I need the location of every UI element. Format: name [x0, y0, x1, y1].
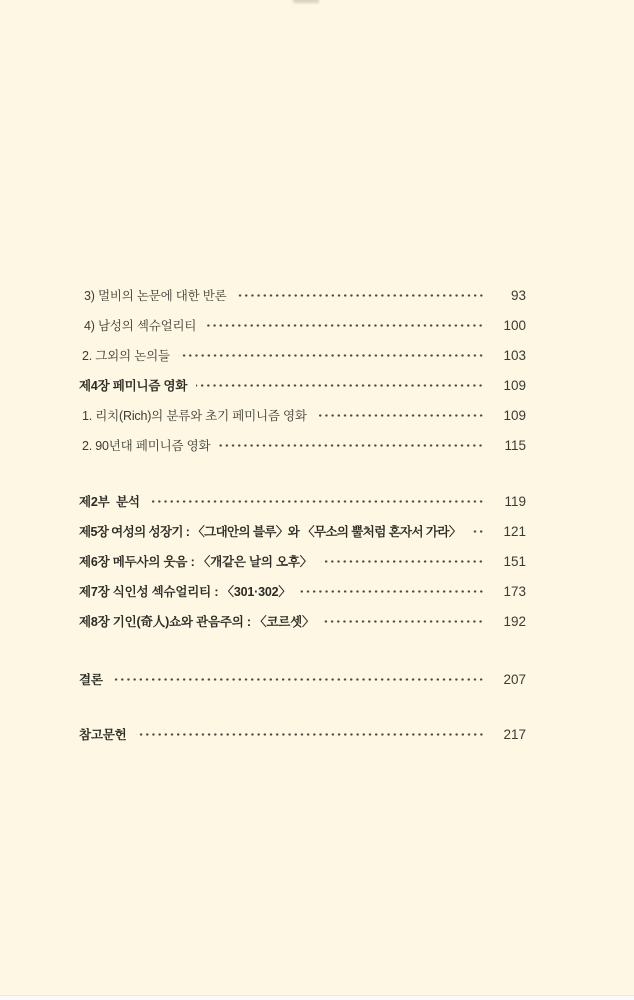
toc-entry-title: 제2부 분석 [79, 495, 140, 509]
dot-leader [300, 589, 484, 594]
toc-entry-title: 2. 그외의 논의들 [82, 349, 170, 363]
toc-entry-page: 192 [503, 613, 526, 629]
toc-entry [79, 280, 526, 310]
dot-leader [179, 353, 484, 358]
dot-leader [323, 619, 484, 624]
dot-leader [205, 323, 484, 328]
toc-entry-page: 173 [503, 583, 526, 599]
toc-entry [79, 486, 526, 516]
toc-entry [79, 546, 526, 576]
dot-leader [470, 529, 484, 534]
dot-leader [236, 293, 484, 298]
toc-entry-title: 참고문헌 [79, 728, 127, 742]
toc-entry-title: 제8장 기인(奇人)쇼와 관음주의 : 〈코르셋〉 [79, 615, 315, 629]
toc-entry-page: 103 [503, 347, 526, 363]
scan-top-artifact [293, 0, 319, 3]
toc-entry [79, 576, 526, 606]
toc-entry-title: 제7장 식인성 섹슈얼리티 : 〈301·302〉 [79, 585, 291, 599]
toc-entry [79, 370, 526, 400]
toc-entry [79, 400, 526, 430]
dot-leader [219, 443, 484, 448]
toc-entry-title: 결론 [79, 673, 103, 687]
scan-bottom-edge [0, 995, 634, 1000]
dot-leader [321, 559, 484, 564]
toc-entry-title: 제6장 메두사의 웃음 : 〈개같은 날의 오후〉 [79, 555, 313, 569]
toc-entry [79, 664, 526, 694]
toc-entry-title: 3) 멀비의 논문에 대한 반론 [84, 289, 227, 303]
toc-entry-page: 109 [503, 407, 526, 423]
dot-leader [316, 413, 484, 418]
toc-entry-page: 151 [503, 553, 526, 569]
toc-entry [79, 719, 526, 749]
toc-entry-title: 제4장 페미니즘 영화 [79, 379, 188, 393]
toc-entry-title: 4) 남성의 섹슈얼리티 [84, 319, 197, 333]
toc-entry-page: 93 [510, 287, 526, 303]
dot-leader [149, 499, 484, 504]
dot-leader [136, 732, 484, 737]
toc-entry-page: 121 [503, 523, 526, 539]
toc-entry-title: 제5장 여성의 성장기 : 〈그대안의 블루〉와 〈무소의 뿔처럼 혼자서 가라〉 [79, 525, 461, 539]
toc-entry-page: 115 [504, 437, 526, 453]
toc-entry [79, 516, 526, 546]
toc-entry-page: 109 [503, 377, 526, 393]
toc-entry-page: 207 [503, 671, 526, 687]
toc-entry [79, 340, 526, 370]
dot-leader [196, 383, 484, 388]
toc-entry [79, 310, 526, 340]
dot-leader [112, 677, 484, 682]
toc-entry-page: 100 [503, 317, 526, 333]
toc-entry [79, 606, 526, 636]
toc-entry [79, 430, 526, 460]
toc-entry-page: 119 [504, 493, 526, 509]
toc-entry-title: 2. 90년대 페미니즘 영화 [82, 439, 211, 453]
toc-entry-page: 217 [503, 726, 526, 742]
toc-entry-title: 1. 리치(Rich)의 분류와 초기 페미니즘 영화 [82, 409, 307, 423]
table-of-contents [79, 280, 526, 749]
